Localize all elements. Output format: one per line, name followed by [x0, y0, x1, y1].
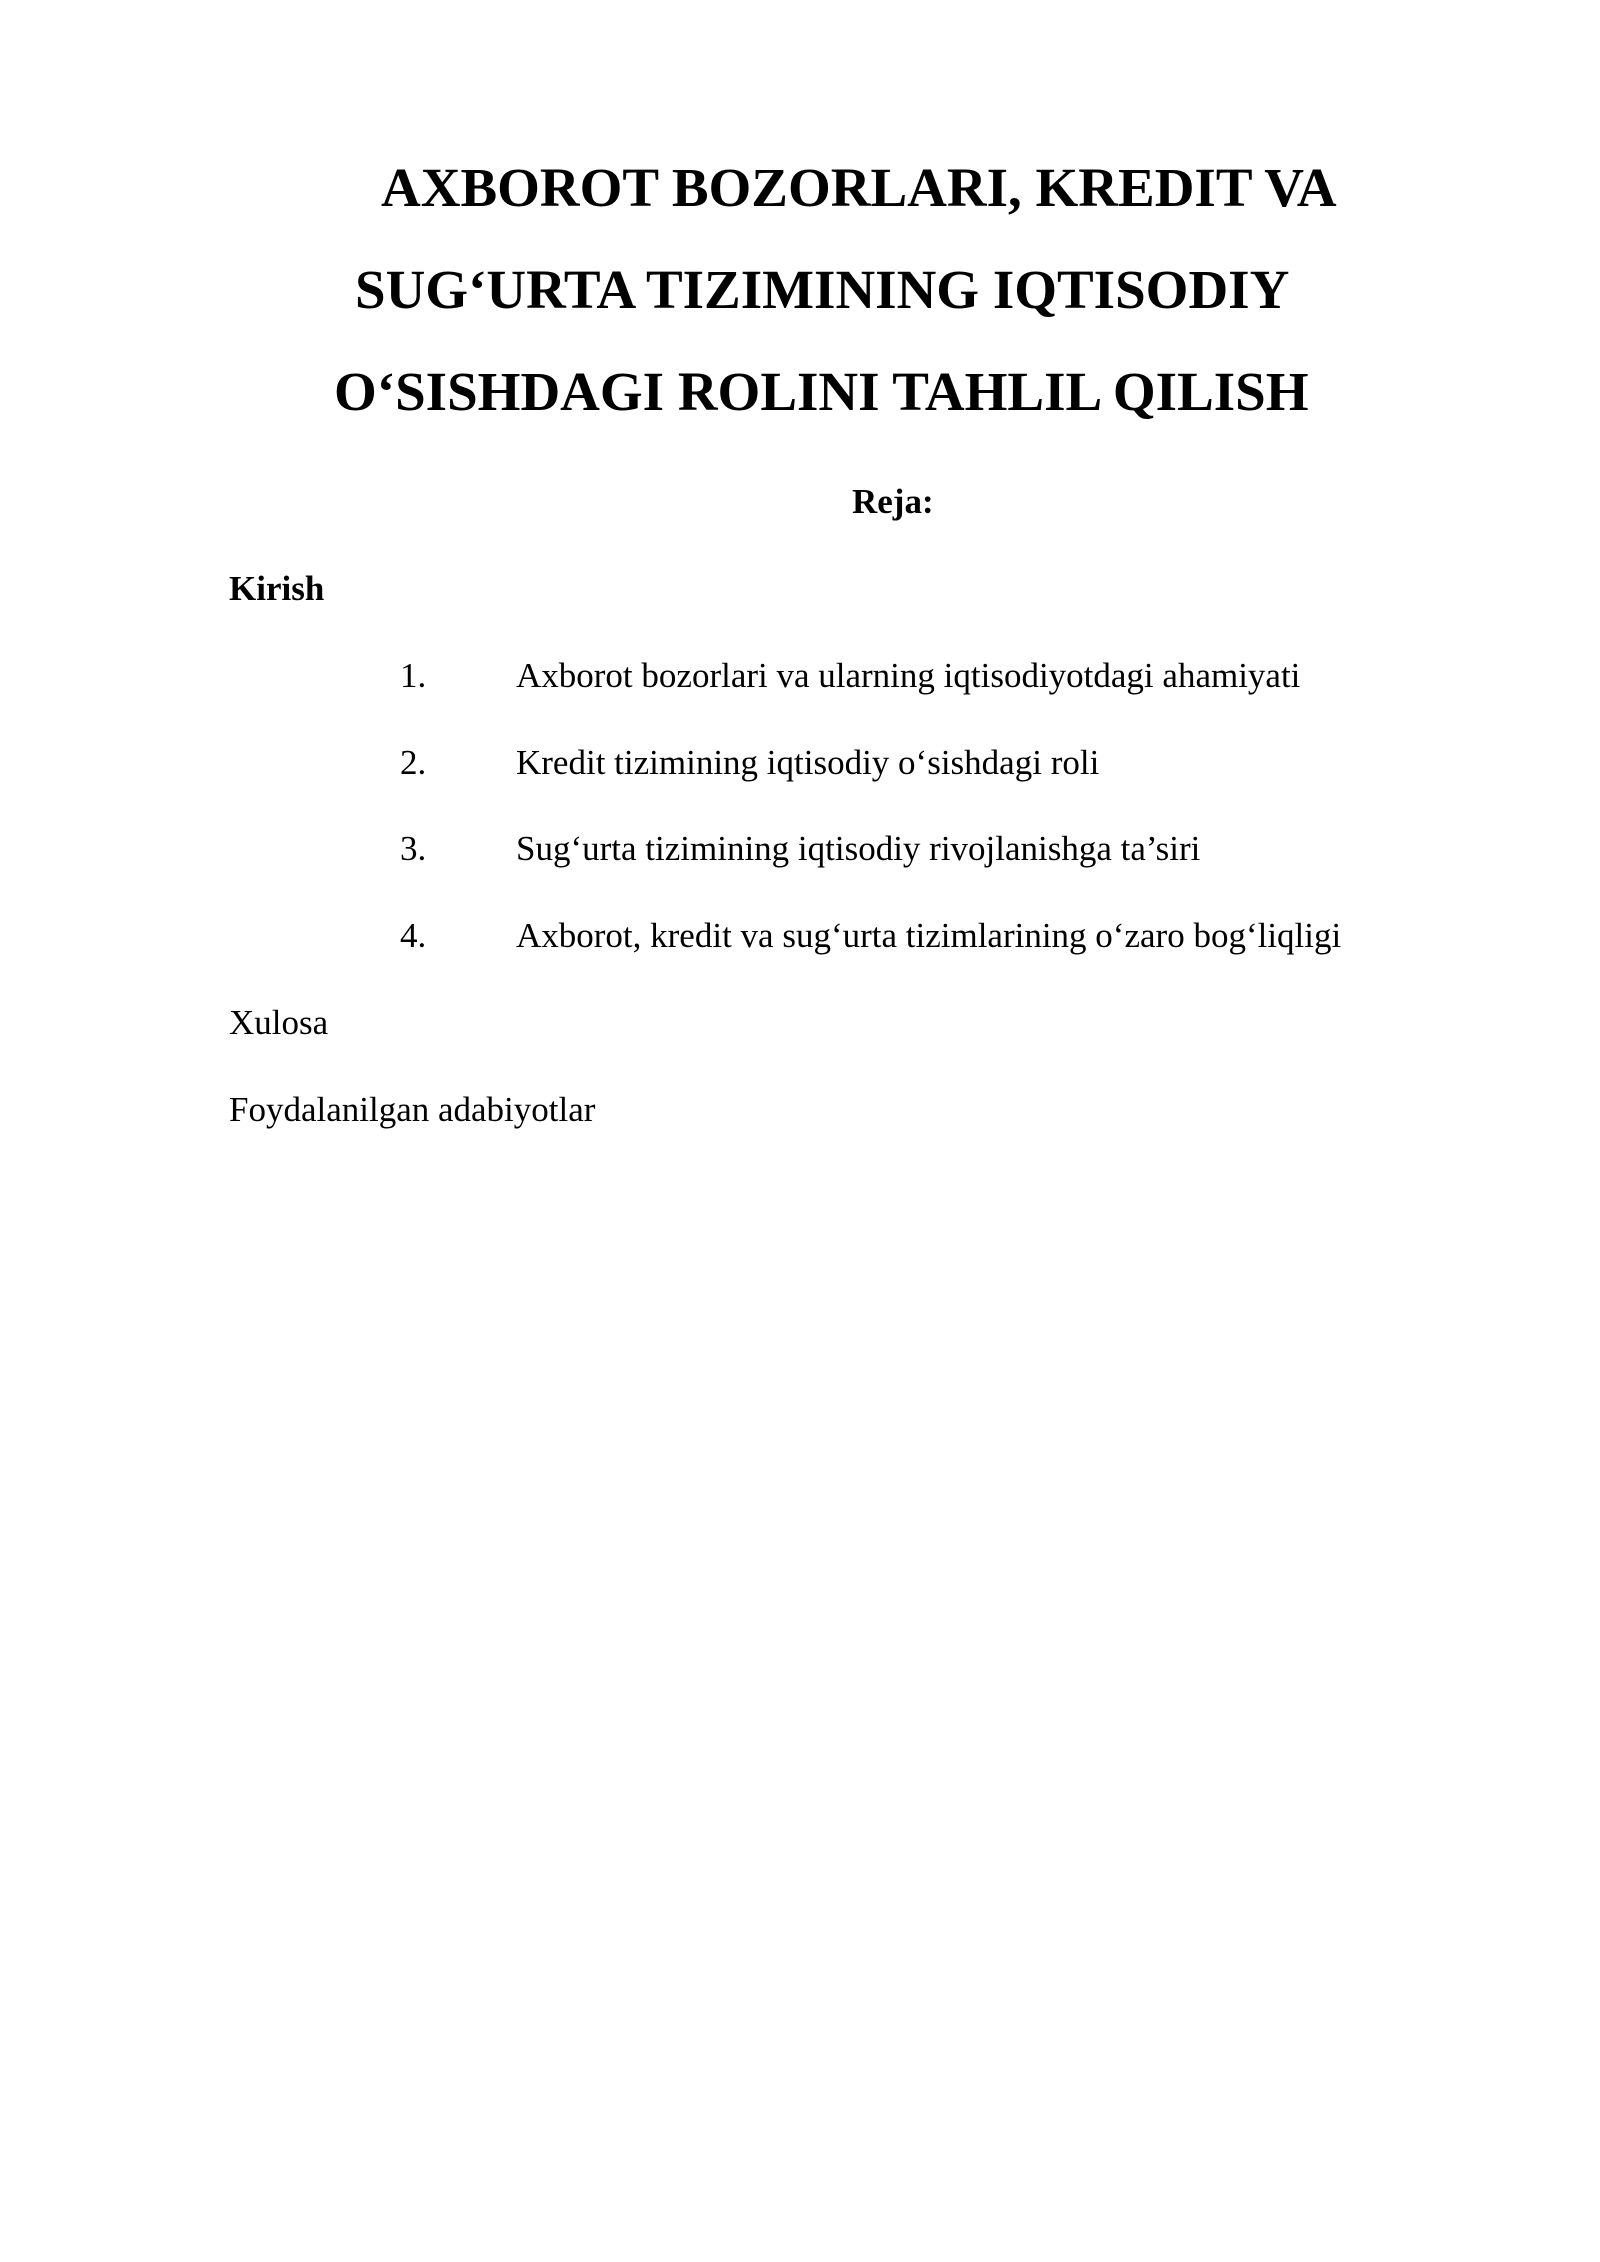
plan-list-item — [0, 915, 1600, 957]
document-title-line-2: SUG‘URTA TIZIMINING IQTISODIY — [355, 259, 1290, 320]
plan-item-number: 4. — [400, 916, 427, 955]
document-title-line-3: O‘SISHDAGI ROLINI TAHLIL QILISH — [334, 361, 1309, 422]
plan-item-number: 1. — [400, 656, 427, 695]
references-heading: Foydalanilgan adabiyotlar — [229, 1090, 596, 1129]
conclusion-heading: Xulosa — [229, 1003, 329, 1042]
intro-heading: Kirish — [229, 569, 325, 608]
plan-item-text: Axborot, kredit va sug‘urta tizimlarining o‘zaro bog‘liqligi — [516, 916, 1342, 955]
plan-heading: Reja: — [852, 482, 934, 521]
plan-item-text: Kredit tizimining iqtisodiy o‘sishdagi roli — [516, 743, 1100, 782]
plan-item-number: 2. — [400, 743, 427, 782]
plan-list-item — [0, 828, 1600, 870]
document-title-line-1: AXBOROT BOZORLARI, KREDIT VA — [381, 157, 1337, 218]
plan-item-number: 3. — [400, 829, 427, 868]
plan-list-item — [0, 655, 1600, 697]
plan-item-text: Axborot bozorlari va ularning iqtisodiyotdagi ahamiyati — [516, 656, 1301, 695]
plan-item-text: Sug‘urta tizimining iqtisodiy rivojlanishga ta’siri — [516, 829, 1201, 868]
plan-list-item — [0, 742, 1600, 784]
